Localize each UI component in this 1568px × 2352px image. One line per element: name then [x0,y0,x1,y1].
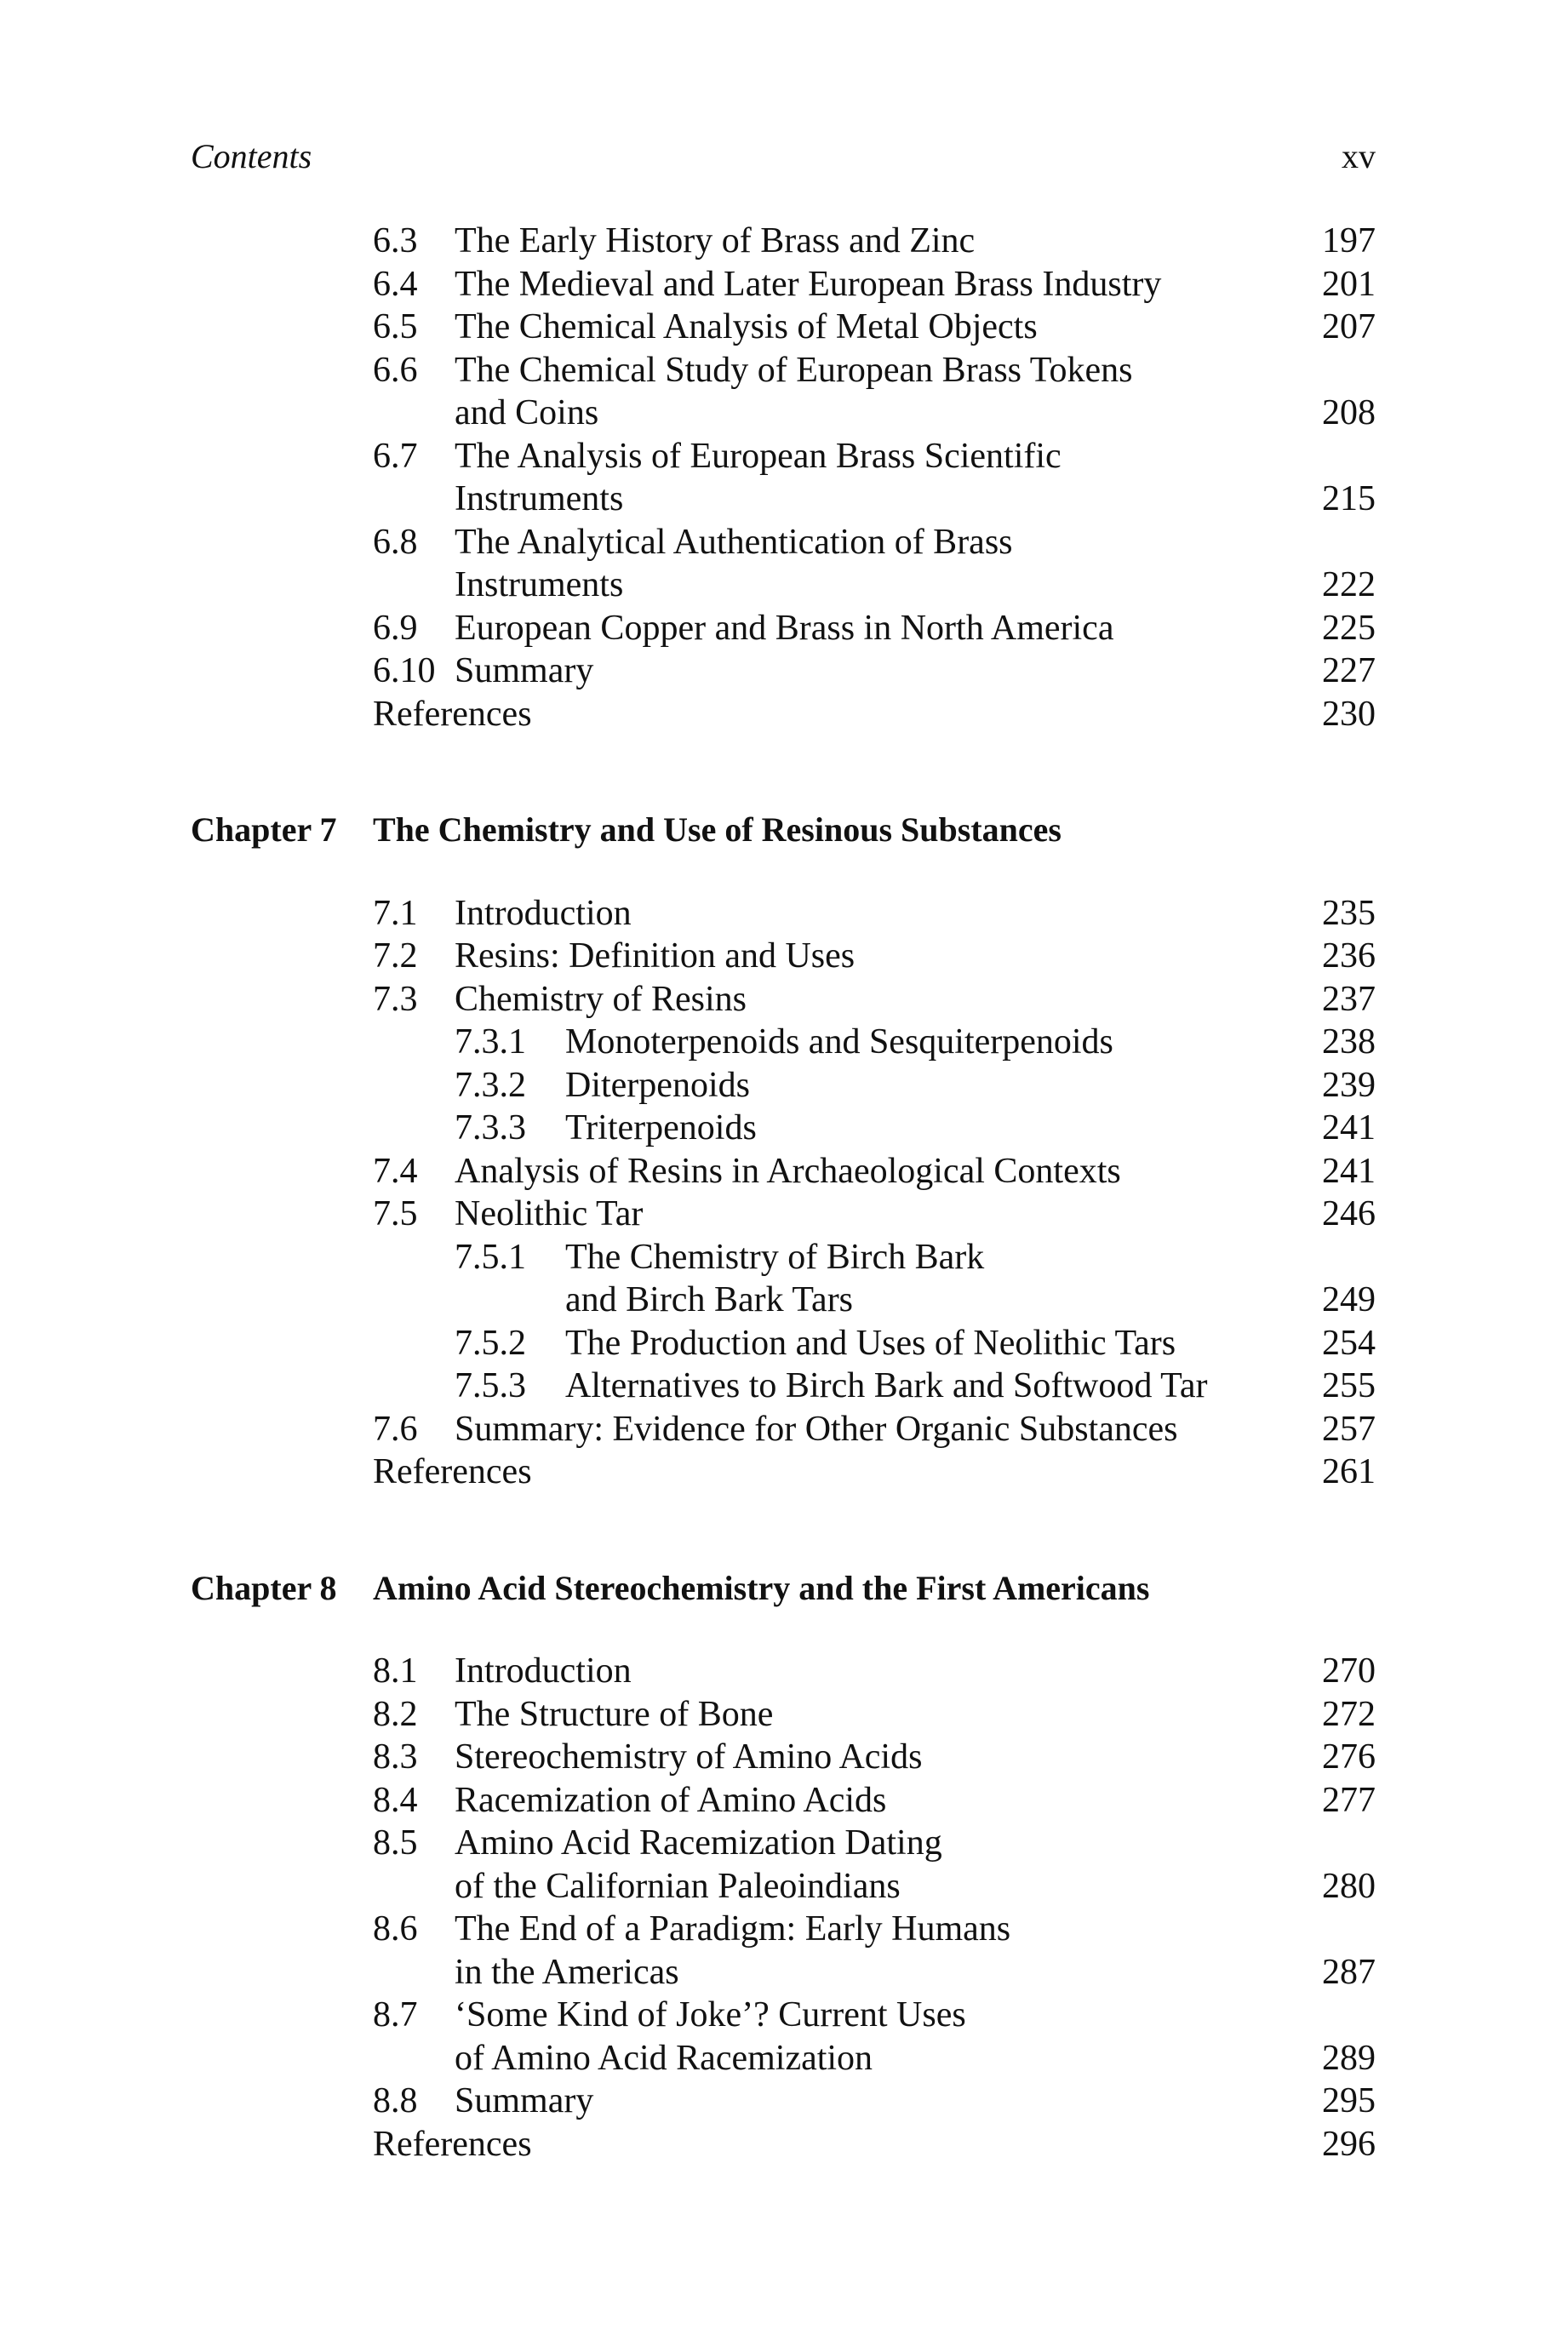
toc-entry-7-3-2[interactable] [191,1064,1376,1107]
toc-entry-title: The Chemical Study of European Brass Tokens [455,350,1133,390]
toc-entry-6-6-continued[interactable] [191,392,1376,435]
toc-entry-number: 7.3 [373,979,418,1019]
toc-entry-page: 235 [1322,893,1376,933]
toc-entry-title: Neolithic Tar [455,1194,644,1233]
running-page-number: xv [1342,137,1376,175]
toc-entry-number: 6.8 [373,522,418,562]
toc-entry-title: Chemistry of Resins [455,979,747,1019]
toc-entry-8-1[interactable] [191,1650,1376,1693]
toc-entry-title: Diterpenoids [565,1065,750,1105]
toc-entry-number: 8.8 [373,2081,418,2120]
toc-entry-page: 215 [1322,479,1376,518]
toc-entry-8-5-continued[interactable] [191,1865,1376,1908]
toc-entry-title: Triterpenoids [565,1108,757,1147]
toc-entry-title-continuation: in the Americas [455,1952,679,1992]
toc-entry-title: Summary: Evidence for Other Organic Substances [455,1409,1178,1449]
toc-entry-number: 7.2 [373,936,418,976]
toc-entry-7-3-3[interactable] [191,1107,1376,1150]
toc-entry-page: 222 [1322,565,1376,604]
toc-entry-6-5[interactable] [191,306,1376,349]
toc-entry-number: 6.3 [373,221,418,260]
toc-entry-8-3[interactable] [191,1736,1376,1779]
toc-entry-page: 237 [1322,979,1376,1019]
toc-entry-title: Analysis of Resins in Archaeological Contexts [455,1151,1121,1191]
toc-entry-page: 272 [1322,1694,1376,1734]
toc-entry-7-5-1[interactable] [191,1236,1376,1279]
toc-entry-7-3[interactable] [191,978,1376,1021]
toc-entry-page: 207 [1322,307,1376,346]
chapter-label: Chapter 8 [191,1568,337,1607]
toc-entry-8-6-continued[interactable] [191,1951,1376,1994]
running-title: Contents [191,137,312,175]
toc-entry-number: 7.5 [373,1194,418,1233]
toc-entry-number: 7.6 [373,1409,418,1449]
toc-entry-title-continuation: Instruments [455,565,624,604]
toc-entry-page: 236 [1322,936,1376,976]
toc-entry-number: 8.1 [373,1651,418,1691]
toc-entry-number: 7.4 [373,1151,418,1191]
toc-entry-title: Introduction [455,893,632,933]
toc-entry-page: 277 [1322,1780,1376,1820]
toc-entry-page: 197 [1322,221,1376,260]
toc-entry-6-8[interactable] [191,521,1376,564]
toc-entry-6-3[interactable] [191,220,1376,263]
toc-entry-title-continuation: of the Californian Paleoindians [455,1866,901,1906]
toc-entry-number: 8.6 [373,1909,418,1949]
toc-entry-7-4[interactable] [191,1150,1376,1193]
toc-entry-7-5-3[interactable] [191,1365,1376,1408]
chapter-label: Chapter 7 [191,810,337,849]
toc-entry-title: Alternatives to Birch Bark and Softwood Tar [565,1366,1208,1405]
chapter-title: The Chemistry and Use of Resinous Substances [373,810,1062,849]
toc-entry-number: 8.2 [373,1694,418,1734]
toc-entry-title: The Chemistry of Birch Bark [565,1237,985,1277]
toc-entry-page: 296 [1322,2124,1376,2164]
toc-entry-title-continuation: of Amino Acid Racemization [455,2038,873,2078]
toc-entry-title: Racemization of Amino Acids [455,1780,887,1820]
toc-entry-chapter7-references[interactable] [191,1451,1376,1494]
toc-entry-title: The End of a Paradigm: Early Humans [455,1909,1011,1949]
toc-entry-title: Resins: Definition and Uses [455,936,856,976]
toc-entry-page: 289 [1322,2038,1376,2078]
toc-entry-7-1[interactable] [191,892,1376,936]
toc-entry-title: The Analysis of European Brass Scientific [455,436,1062,476]
toc-entry-page: 276 [1322,1737,1376,1777]
toc-entry-6-8-continued[interactable] [191,564,1376,607]
chapter-title: Amino Acid Stereochemistry and the First Americans [373,1568,1150,1607]
toc-entry-number: 7.3.1 [455,1022,526,1062]
toc-entry-title: References [373,1452,532,1491]
toc-entry-page: 280 [1322,1866,1376,1906]
toc-entry-8-8[interactable] [191,2080,1376,2123]
toc-entry-7-5-2[interactable] [191,1322,1376,1365]
toc-entry-title: The Analytical Authentication of Brass [455,522,1013,562]
toc-entry-number: 6.7 [373,436,418,476]
toc-entry-number: 7.5.1 [455,1237,526,1277]
toc-entry-number: 6.6 [373,350,418,390]
toc-entry-7-5[interactable] [191,1193,1376,1236]
toc-entry-6-9[interactable] [191,607,1376,650]
toc-entry-number: 8.5 [373,1823,418,1863]
toc-entry-page: 287 [1322,1952,1376,1992]
toc-entry-6-6[interactable] [191,349,1376,392]
toc-entry-8-7-continued[interactable] [191,2037,1376,2080]
toc-entry-7-5-1-continued[interactable] [191,1279,1376,1322]
toc-entry-page: 208 [1322,393,1376,432]
toc-entry-title: Summary [455,651,594,690]
toc-entry-page: 225 [1322,608,1376,648]
toc-entry-title: Monoterpenoids and Sesquiterpenoids [565,1022,1113,1062]
toc-entry-page: 254 [1322,1323,1376,1363]
toc-entry-title-continuation: and Birch Bark Tars [565,1280,854,1319]
toc-entry-page: 239 [1322,1065,1376,1105]
toc-entry-title: The Structure of Bone [455,1694,774,1734]
toc-entry-6-7[interactable] [191,435,1376,478]
toc-entry-chapter6-references[interactable] [191,693,1376,736]
toc-entry-page: 295 [1322,2081,1376,2120]
toc-entry-page: 249 [1322,1280,1376,1319]
toc-entry-page: 230 [1322,694,1376,734]
toc-entry-8-2[interactable] [191,1693,1376,1737]
toc-entry-number: 7.5.2 [455,1323,526,1363]
toc-entry-page: 241 [1322,1108,1376,1147]
chapter-8-heading[interactable] [191,1567,1376,1611]
toc-entry-page: 227 [1322,651,1376,690]
toc-entry-page: 201 [1322,264,1376,304]
toc-entry-number: 6.4 [373,264,418,304]
toc-entry-title-continuation: Instruments [455,479,624,518]
toc-entry-8-4[interactable] [191,1779,1376,1823]
toc-entry-number: 7.5.3 [455,1366,526,1405]
toc-entry-number: 7.3.2 [455,1065,526,1105]
toc-entry-number: 8.4 [373,1780,418,1820]
toc-entry-title-continuation: and Coins [455,393,599,432]
toc-entry-page: 261 [1322,1452,1376,1491]
toc-entry-8-7[interactable] [191,1994,1376,2037]
toc-entry-title: References [373,2124,532,2164]
toc-entry-chapter8-references[interactable] [191,2123,1376,2166]
toc-entry-page: 257 [1322,1409,1376,1449]
toc-entry-page: 241 [1322,1151,1376,1191]
toc-entry-title: Amino Acid Racemization Dating [455,1823,942,1863]
chapter-7-heading[interactable] [191,809,1376,852]
toc-entry-title: The Chemical Analysis of Metal Objects [455,307,1038,346]
toc-entry-8-5[interactable] [191,1822,1376,1865]
toc-entry-number: 6.10 [373,651,436,690]
toc-entry-7-2[interactable] [191,935,1376,978]
toc-entry-title: References [373,694,532,734]
toc-entry-number: 6.9 [373,608,418,648]
toc-entry-title: The Early History of Brass and Zinc [455,221,976,260]
toc-entry-title: Introduction [455,1651,632,1691]
toc-entry-page: 238 [1322,1022,1376,1062]
toc-entry-number: 7.3.3 [455,1108,526,1147]
toc-entry-title: European Copper and Brass in North America [455,608,1114,648]
toc-entry-title: Summary [455,2081,594,2120]
toc-entry-page: 270 [1322,1651,1376,1691]
toc-entry-7-6[interactable] [191,1408,1376,1451]
toc-entry-page: 255 [1322,1366,1376,1405]
toc-entry-page: 246 [1322,1194,1376,1233]
toc-entry-6-10[interactable] [191,650,1376,693]
toc-entry-number: 6.5 [373,307,418,346]
running-head [191,136,1376,184]
toc-entry-title: Stereochemistry of Amino Acids [455,1737,923,1777]
toc-entry-number: 8.7 [373,1995,418,2034]
toc-entry-8-6[interactable] [191,1908,1376,1951]
toc-entry-7-3-1[interactable] [191,1021,1376,1064]
table-of-contents [191,220,1376,2166]
toc-entry-title: The Medieval and Later European Brass Industry [455,264,1162,304]
toc-entry-6-4[interactable] [191,263,1376,306]
toc-entry-number: 7.1 [373,893,418,933]
toc-entry-6-7-continued[interactable] [191,478,1376,521]
toc-entry-title: ‘Some Kind of Joke’? Current Uses [455,1995,966,2034]
toc-entry-number: 8.3 [373,1737,418,1777]
toc-entry-title: The Production and Uses of Neolithic Tars [565,1323,1176,1363]
